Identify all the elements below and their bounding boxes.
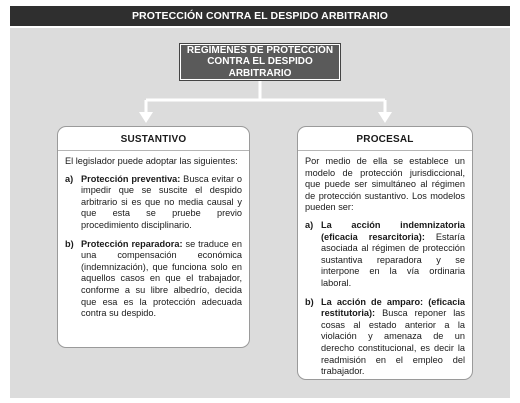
item-label: b) [305, 296, 314, 307]
regimes-line-1: REGÍMENES DE PROTECCIÓN [186, 44, 334, 56]
regimes-line-2: CONTRA EL DESPIDO ARBITRARIO [207, 56, 313, 79]
item-term: La acción indemnizatoria (eficacia resarcitoria): [321, 219, 465, 242]
item-text: Busca evitar o impedir que se suscite el despido arbitrario si es que no media causal y que esta se pruebe previo procedimiento disciplinario. [81, 173, 242, 230]
item-term: La acción de amparo: (eficacia restitutoria): [321, 296, 465, 319]
regimes-node [180, 44, 340, 80]
arrowhead-right-icon [378, 112, 392, 123]
item-label: a) [65, 173, 74, 184]
list-item [65, 174, 242, 232]
item-text: Estaría asociada al régimen de protección sustantiva reparadora y se interpone en la vía ordinaria laboral. [321, 231, 465, 288]
item-term: Protección preventiva: [81, 173, 181, 184]
item-text: se traduce en una compensación económica (indemnización), que funciona solo en aquellos casos en que el trabajador, conforme a su libre albedrío, decida que esa es la protección adecuada contra su despido. [81, 238, 242, 319]
list-item [305, 220, 465, 290]
list-item [65, 239, 242, 320]
diagram-title: PROTECCIÓN CONTRA EL DESPIDO ARBITRARIO [131, 10, 389, 22]
sustantivo-card [57, 126, 250, 348]
procesal-title: PROCESAL [298, 127, 472, 151]
arrowhead-left-icon [139, 112, 153, 123]
sustantivo-intro: El legislador puede adoptar las siguientes: [65, 156, 238, 166]
sustantivo-title: SUSTANTIVO [58, 127, 249, 151]
item-label: b) [65, 238, 74, 249]
item-label: a) [305, 219, 314, 230]
item-text: Busca reponer las cosas al estado anterior a la violación y amenaza de un derecho constitucional, es decir la readmisión en el empleo del trabajador. [321, 308, 465, 377]
list-item [305, 297, 465, 378]
item-term: Protección reparadora: [81, 238, 183, 249]
procesal-intro: Por medio de ella se establece un modelo de protección jurisdiccional, que puede ser simultáneo al régimen de protección sustantivo. Los modelos pueden ser: [305, 156, 465, 213]
procesal-card [297, 126, 473, 380]
